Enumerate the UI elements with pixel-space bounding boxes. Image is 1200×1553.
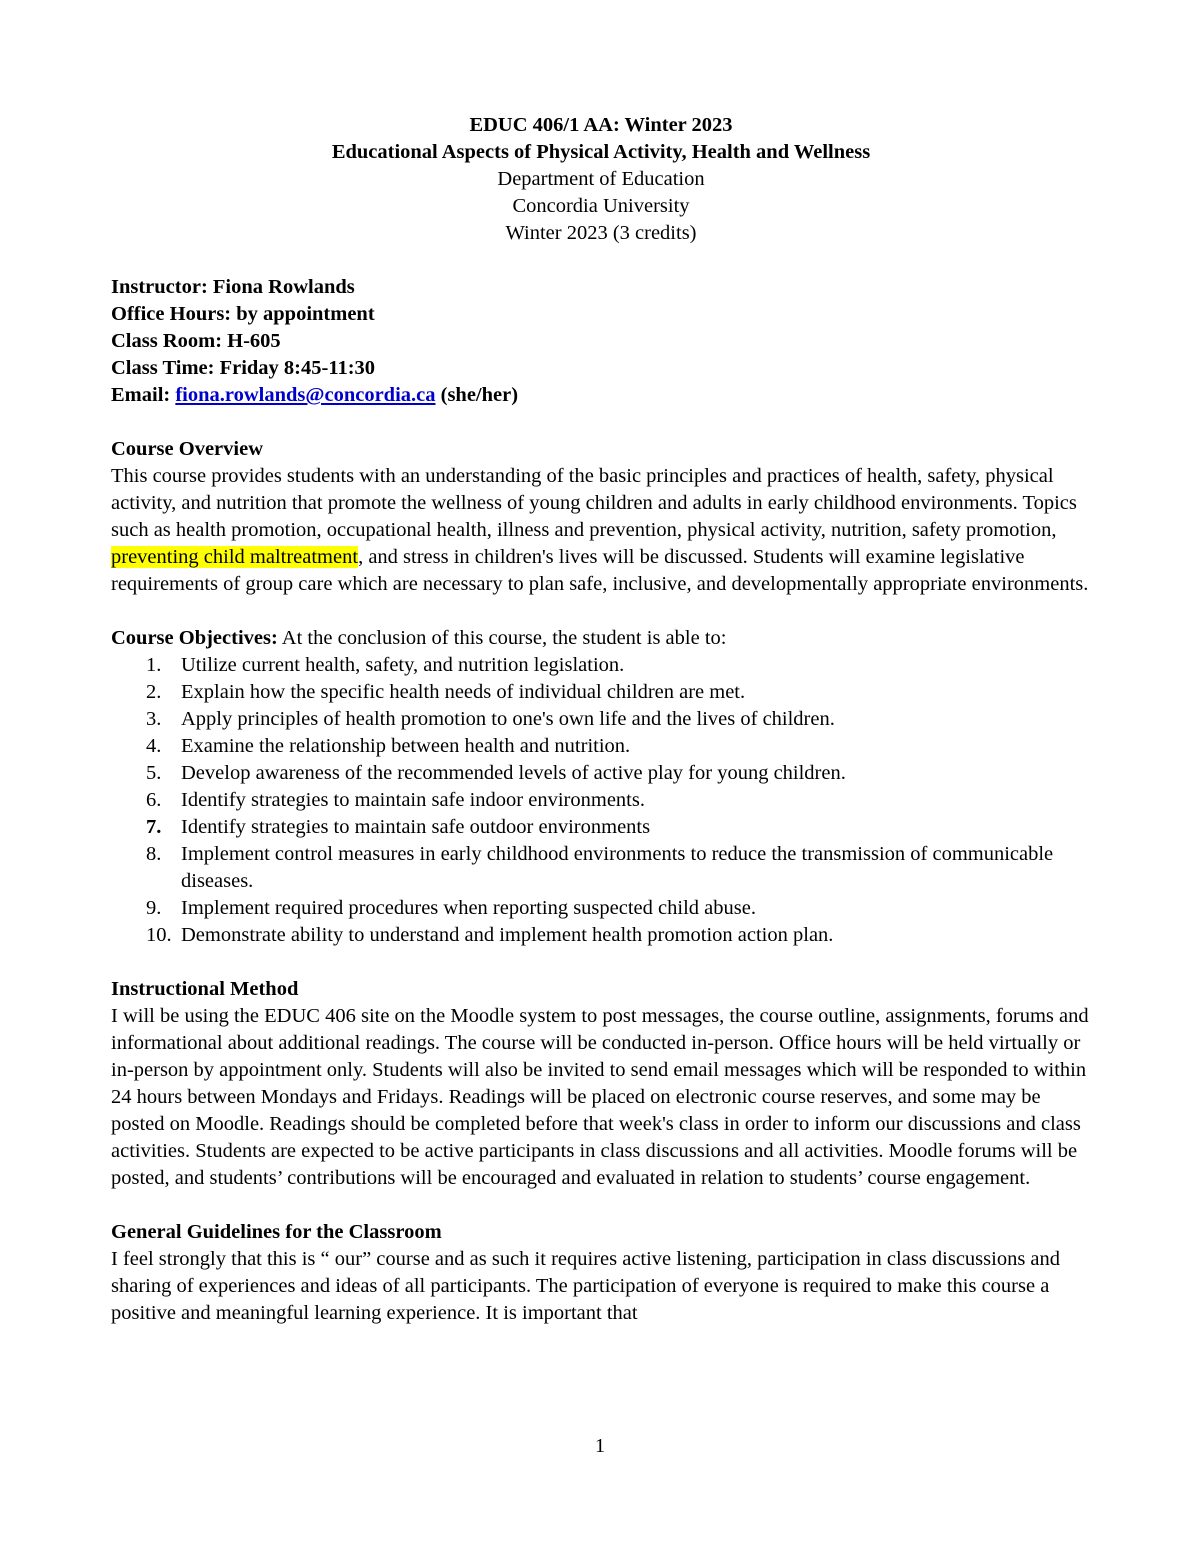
email-line	[111, 382, 1091, 409]
guidelines-text: I feel strongly that this is “ our” course and as such it requires active listening, participation in class discussions and sharing of experiences and ideas of all participants. The participation of everyone is required to make this course a positive and meaningful learning experience. It is important that	[111, 1248, 1061, 1324]
spacer	[111, 1192, 1091, 1219]
course-overview-text: This course provides students with an understanding of the basic principles and practices of health, safety, physical activity, and nutrition that promote the wellness of young children and adults in early childhood environments. Topics such as health promotion, occupational health, illness and prevention, physical activity, nutrition, safety promotion, preventing child maltreatment, and stress in children's lives will be discussed. Students will examine legislative requirements of group care which are necessary to plan safe, inclusive, and developmentally appropriate environments.	[111, 465, 1089, 595]
email-link[interactable]: fiona.rowlands@concordia.ca	[175, 384, 436, 406]
spacer	[111, 949, 1091, 976]
office-hours: Office Hours: by appointment	[111, 303, 375, 325]
course-title: Educational Aspects of Physical Activity, Health and Wellness	[331, 141, 871, 163]
course-objectives-section	[111, 625, 1091, 949]
list-item: 1. Utilize current health, safety, and nutrition legislation.	[146, 654, 625, 676]
list-item: 6. Identify strategies to maintain safe indoor environments.	[146, 789, 645, 811]
list-item: 10. Demonstrate ability to understand and implement health promotion action plan.	[146, 924, 834, 946]
course-overview-section	[111, 436, 1091, 598]
email-label: Email:	[111, 384, 176, 406]
spacer	[111, 247, 1091, 274]
course-objectives-intro-line	[111, 625, 1091, 652]
list-item: 3. Apply principles of health promotion to one's own life and the lives of children.	[146, 708, 835, 730]
page-content	[111, 112, 1091, 1327]
spacer	[111, 598, 1091, 625]
instructor: Instructor: Fiona Rowlands	[111, 276, 355, 298]
university: Concordia University	[512, 195, 690, 217]
department: Department of Education	[497, 168, 705, 190]
course-code: EDUC 406/1 AA: Winter 2023	[469, 114, 733, 136]
course-objectives-intro: At the conclusion of this course, the student is able to:	[277, 627, 727, 649]
spacer	[111, 409, 1091, 436]
guidelines-section	[111, 1219, 1091, 1327]
course-overview-heading: Course Overview	[111, 438, 263, 460]
instructional-method-section	[111, 976, 1091, 1192]
class-time: Class Time: Friday 8:45-11:30	[111, 357, 376, 379]
objectives-list	[111, 652, 1091, 949]
list-item: 8. Implement control measures in early childhood environments to reduce the transmission of communicable diseases.	[146, 843, 1054, 892]
list-item: 9. Implement required procedures when reporting suspected child abuse.	[146, 897, 756, 919]
course-header	[111, 112, 1091, 247]
list-item: 2. Explain how the specific health needs of individual children are met.	[146, 681, 746, 703]
highlighted-text: preventing child maltreatment	[111, 546, 359, 568]
term: Winter 2023 (3 credits)	[505, 222, 697, 244]
class-room: Class Room: H-605	[111, 330, 281, 352]
list-item: 7. Identify strategies to maintain safe outdoor environments	[146, 816, 651, 838]
page-number: 1	[594, 1435, 606, 1457]
instructional-method-heading: Instructional Method	[111, 978, 299, 1000]
list-item: 4. Examine the relationship between health and nutrition.	[146, 735, 631, 757]
course-info	[111, 274, 1091, 409]
list-item: 5. Develop awareness of the recommended levels of active play for young children.	[146, 762, 846, 784]
pronouns: (she/her)	[435, 384, 519, 406]
guidelines-heading: General Guidelines for the Classroom	[111, 1221, 442, 1243]
course-objectives-heading: Course Objectives:	[111, 627, 278, 649]
instructional-method-text: I will be using the EDUC 406 site on the Moodle system to post messages, the course outline, assignments, forums and informational about additional readings. The course will be conducted in-person. Office hours will be held virtually or in-person by appointment only. Students will also be invited to send email messages which will be responded to within 24 hours between Mondays and Fridays. Readings will be placed on electronic course reserves, and some may be posted on Moodle. Readings should be completed before that week's class in order to inform our discussions and class activities. Students are expected to be active participants in class discussions and all activities. Moodle forums will be posted, and students’ contributions will be encouraged and evaluated in relation to students’ course engagement.	[111, 1005, 1089, 1189]
